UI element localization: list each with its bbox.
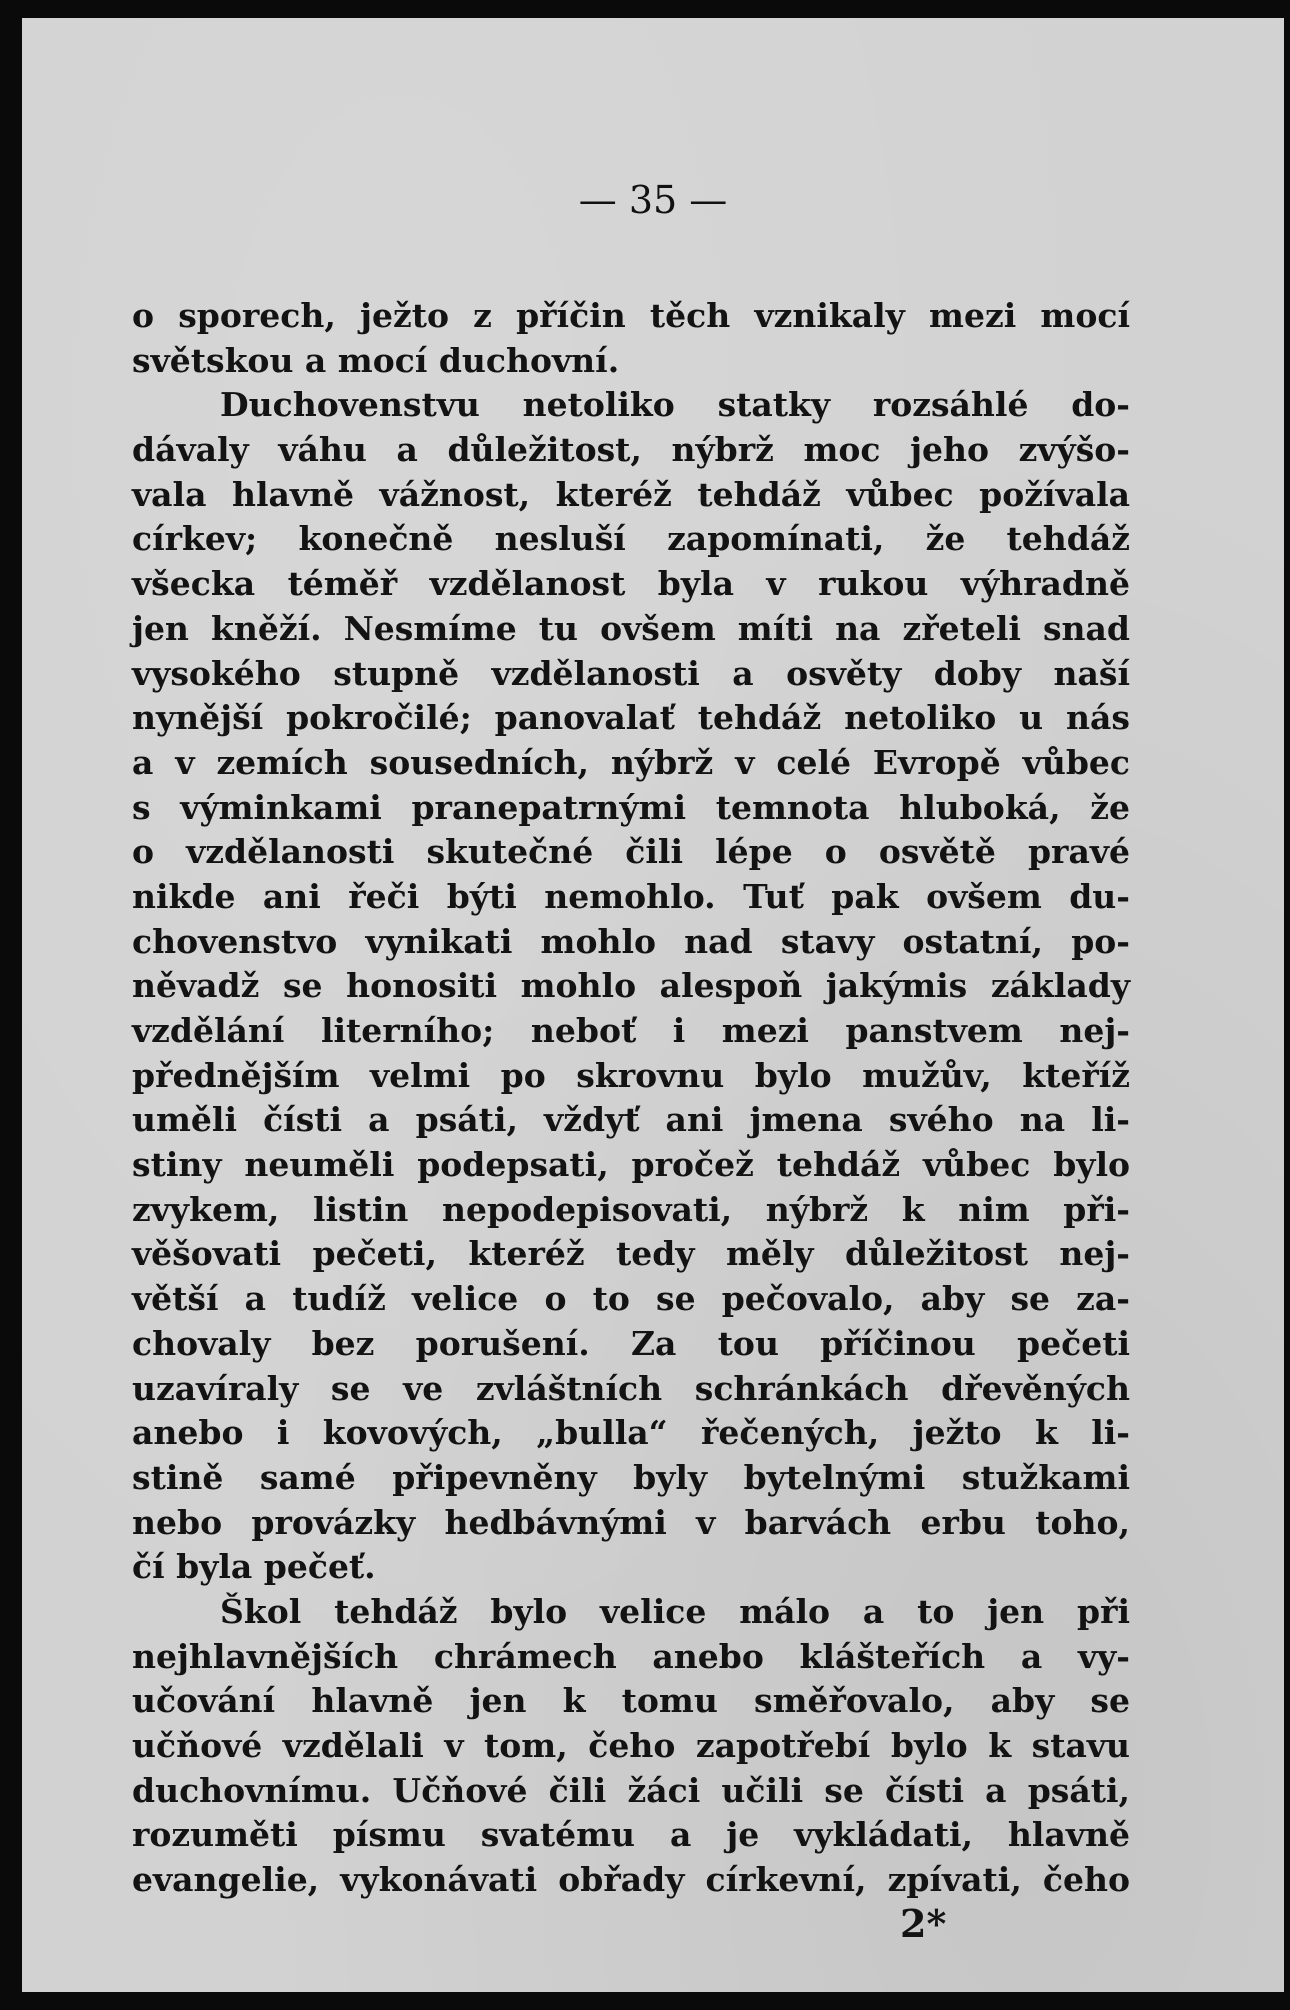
page-number: — 35 — (578, 178, 728, 222)
scan-left-border (0, 0, 22, 2010)
text-line: větší a tudíž velice o to se pečovalo, aby se za- (132, 1279, 1130, 1319)
text-line: duchovnímu. Učňové čili žáci učili se čísti a psáti, (132, 1770, 1130, 1810)
text-line: přednějším velmi po skrovnu bylo mužův, kteříž (132, 1055, 1130, 1095)
text-line: stině samé připevněny byly bytelnými stužkami (132, 1457, 1130, 1497)
text-line: čí byla pečeť. (132, 1547, 376, 1587)
text-line: evangelie, vykonávati obřady církevní, zpívati, čeho (132, 1860, 1130, 1900)
text-line: a v zemích sousedních, nýbrž v celé Evropě vůbec (132, 742, 1130, 782)
text-line: nikde ani řeči býti nemohlo. Tuť pak ovšem du- (132, 876, 1130, 916)
text-line: o sporech, ježto z příčin těch vznikaly mezi mocí (132, 296, 1130, 335)
text-line: rozuměti písmu svatému a je vykládati, hlavně (132, 1815, 1130, 1855)
text-line: nynější pokročilé; panovalať tehdáž netoliko u nás (132, 698, 1130, 738)
text-line: věšovati pečeti, kteréž tedy měly důležitost nej- (132, 1234, 1130, 1274)
text-line: chovenstvo vynikati mohlo nad stavy ostatní, po- (132, 921, 1130, 961)
text-line: všecka téměř vzdělanost byla v rukou výhradně (132, 564, 1130, 604)
text-line: vzdělání literního; neboť i mezi panstvem nej- (132, 1011, 1130, 1050)
text-line: uzavíraly se ve zvláštních schránkách dřevěných (132, 1368, 1130, 1408)
text-line: vysokého stupně vzdělanosti a osvěty doby naší (132, 653, 1130, 693)
text-line: chovaly bez porušení. Za tou příčinou pečeti (132, 1323, 1130, 1363)
body-text (132, 294, 1130, 1903)
text-line: uměli čísti a psáti, vždyť ani jmena svého na li- (132, 1100, 1130, 1140)
book-page (22, 18, 1284, 2006)
text-line: dávaly váhu a důležitost, nýbrž moc jeho zvýšo- (132, 430, 1130, 470)
text-line: stiny neuměli podepsati, pročež tehdáž vůbec bylo (132, 1145, 1130, 1185)
text-line: Škol tehdáž bylo velice málo a to jen při (220, 1591, 1130, 1631)
text-line: světskou a mocí duchovní. (132, 340, 620, 380)
text-line: zvykem, listin nepodepisovati, nýbrž k nim při- (132, 1189, 1130, 1229)
text-line: něvadž se honositi mohlo alespoň jakýmis základy (132, 966, 1130, 1006)
text-line: nebo provázky hedbávnými v barvách erbu toho, (132, 1502, 1130, 1542)
text-line: anebo i kovových, „bulla“ řečených, ježto k li- (132, 1413, 1130, 1453)
scan-bottom-border (0, 1992, 1290, 2010)
text-line: církev; konečně nesluší zapomínati, že tehdáž (132, 519, 1130, 559)
text-line: učování hlavně jen k tomu směřovalo, aby se (132, 1681, 1130, 1721)
text-line: Duchovenstvu netoliko statky rozsáhlé do- (220, 385, 1130, 425)
text-line: o vzdělanosti skutečné čili lépe o osvětě pravé (132, 832, 1130, 872)
text-line: s výminkami pranepatrnými temnota hluboká, že (132, 787, 1130, 827)
text-line: nejhlavnějších chrámech anebo klášteřích a vy- (132, 1636, 1130, 1676)
text-line: jen kněží. Nesmíme tu ovšem míti na zřeteli snad (132, 608, 1130, 648)
text-line: vala hlavně vážnost, kteréž tehdáž vůbec požívala (132, 474, 1130, 514)
signature-mark: 2* (900, 1901, 947, 1946)
text-line: učňové vzdělali v tom, čeho zapotřebí bylo k stavu (132, 1726, 1130, 1765)
